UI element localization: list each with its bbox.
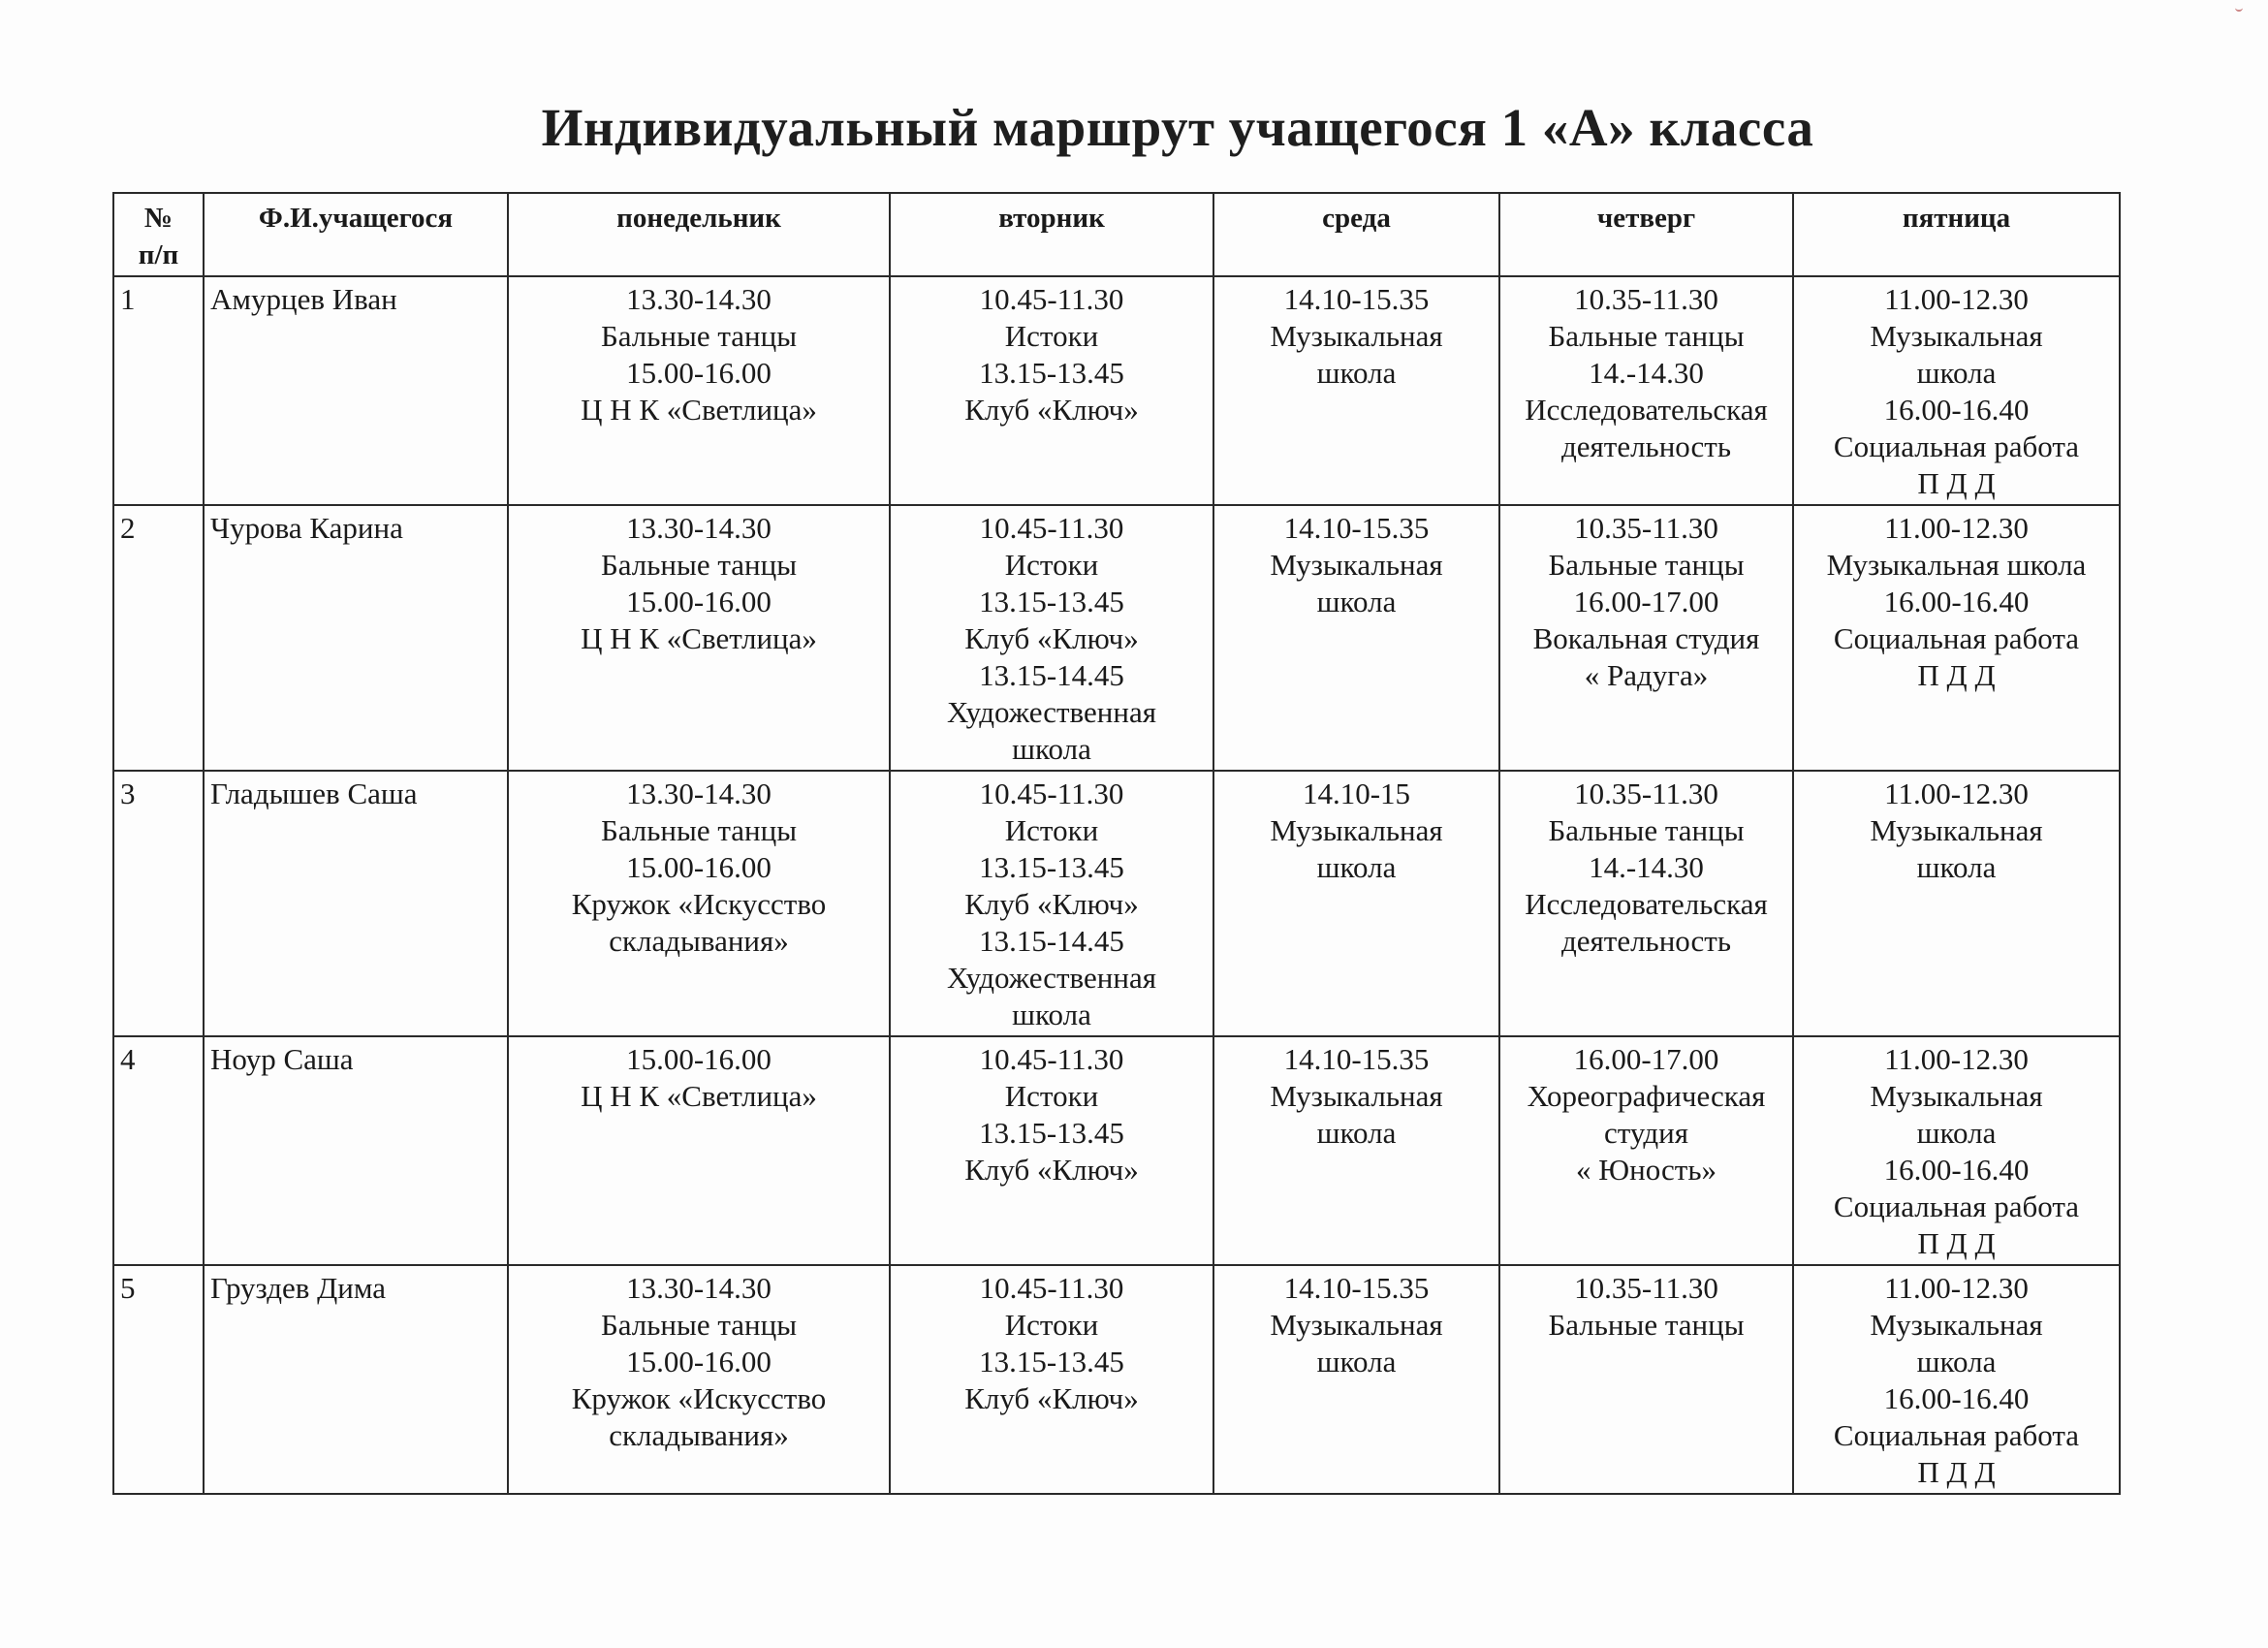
schedule-cell-monday (508, 1265, 890, 1494)
schedule-line: Музыкальная (1270, 1308, 1443, 1342)
row-number: 4 (113, 1036, 204, 1265)
schedule-line: Социальная работа (1833, 429, 2080, 463)
schedule-line: 16.00-16.40 (1883, 393, 2030, 427)
schedule-line: деятельность (1560, 924, 1731, 958)
schedule-line: « Юность» (1576, 1153, 1717, 1187)
header-thursday: четверг (1499, 193, 1793, 276)
schedule-line: Бальные танцы (1548, 548, 1745, 582)
header-num (113, 193, 204, 276)
student-name: Чурова Карина (204, 505, 508, 771)
schedule-line: Клуб «Ключ» (964, 1381, 1139, 1415)
schedule-cell-wednesday (1213, 1265, 1499, 1494)
schedule-cell-monday (508, 1036, 890, 1265)
schedule-line: 11.00-12.30 (1884, 1042, 2029, 1076)
schedule-line: Клуб «Ключ» (964, 393, 1139, 427)
schedule-line: Музыкальная (1870, 813, 2043, 847)
schedule-cell-wednesday (1213, 1036, 1499, 1265)
row-number: 2 (113, 505, 204, 771)
schedule-line: школа (1916, 1116, 1997, 1150)
schedule-line: школа (1916, 850, 1997, 884)
schedule-line: 15.00-16.00 (626, 1345, 772, 1379)
schedule-line: 13.15-13.45 (979, 356, 1124, 390)
schedule-line: Бальные танцы (1548, 1308, 1745, 1342)
schedule-line: складывания» (609, 924, 789, 958)
schedule-line: 14.10-15.35 (1283, 1042, 1430, 1076)
schedule-line: Социальная работа (1833, 1189, 2080, 1223)
schedule-line: 13.15-14.45 (979, 924, 1124, 958)
schedule-line: 10.35-11.30 (1574, 511, 1718, 545)
schedule-line: Бальные танцы (1548, 813, 1745, 847)
schedule-line: 10.35-11.30 (1574, 776, 1718, 810)
page-title: Индивидуальный маршрут учащегося 1 «А» класса (541, 98, 1814, 157)
schedule-line: 13.30-14.30 (626, 511, 772, 545)
schedule-line: Бальные танцы (600, 319, 798, 353)
schedule-line: школа (1316, 850, 1397, 884)
schedule-line: 15.00-16.00 (626, 356, 772, 390)
schedule-line: 13.15-13.45 (979, 850, 1124, 884)
schedule-line: Бальные танцы (1548, 319, 1745, 353)
schedule-line: школа (1316, 585, 1397, 618)
student-name: Ноур Саша (204, 1036, 508, 1265)
schedule-line: складывания» (609, 1418, 789, 1452)
schedule-line: 13.30-14.30 (626, 1271, 772, 1305)
schedule-cell-tuesday (890, 771, 1213, 1036)
schedule-line: 14.-14.30 (1589, 356, 1704, 390)
schedule-line: 16.00-17.00 (1573, 1042, 1719, 1076)
schedule-cell-thursday (1499, 505, 1793, 771)
schedule-line: Истоки (1004, 548, 1099, 582)
schedule-line: Бальные танцы (600, 548, 798, 582)
schedule-line: Ц Н К «Светлица» (581, 1079, 817, 1113)
schedule-line: Бальные танцы (600, 1308, 798, 1342)
table-row (113, 771, 2120, 1036)
schedule-line: 10.45-11.30 (979, 282, 1124, 316)
schedule-line: деятельность (1560, 429, 1731, 463)
schedule-line: Исследовательская (1525, 393, 1768, 427)
schedule-line: Ц Н К «Светлица» (581, 393, 817, 427)
schedule-line: П Д Д (1917, 1226, 1996, 1260)
schedule-cell-friday (1793, 276, 2120, 505)
schedule-line: 15.00-16.00 (626, 850, 772, 884)
schedule-cell-friday (1793, 1265, 2120, 1494)
schedule-line: Истоки (1004, 1308, 1099, 1342)
header-tuesday: вторник (890, 193, 1213, 276)
schedule-line: Художественная (947, 961, 1156, 995)
schedule-line: Хореографическая (1527, 1079, 1766, 1113)
header-monday: понедельник (508, 193, 890, 276)
schedule-line: студия (1603, 1116, 1689, 1150)
schedule-cell-wednesday (1213, 505, 1499, 771)
schedule-line: Клуб «Ключ» (964, 621, 1139, 655)
schedule-line: 10.35-11.30 (1574, 282, 1718, 316)
schedule-line: Истоки (1004, 813, 1099, 847)
schedule-line: Музыкальная (1270, 548, 1443, 582)
schedule-line: 14.10-15.35 (1283, 511, 1430, 545)
schedule-line: школа (1316, 356, 1397, 390)
schedule-line: 10.45-11.30 (979, 1271, 1124, 1305)
schedule-cell-thursday (1499, 1265, 1793, 1494)
schedule-line: 10.45-11.30 (979, 776, 1124, 810)
schedule-cell-friday (1793, 505, 2120, 771)
schedule-line: Музыкальная (1870, 319, 2043, 353)
schedule-line: 14.10-15 (1302, 776, 1411, 810)
schedule-line: « Радуга» (1584, 658, 1709, 692)
schedule-line: Истоки (1004, 1079, 1099, 1113)
schedule-line: 11.00-12.30 (1884, 511, 2029, 545)
schedule-line: Музыкальная (1870, 1079, 2043, 1113)
row-number: 3 (113, 771, 204, 1036)
table-body (113, 276, 2120, 1494)
schedule-line: Социальная работа (1833, 1418, 2080, 1452)
schedule-line: Клуб «Ключ» (964, 1153, 1139, 1187)
schedule-line: школа (1012, 998, 1091, 1031)
schedule-line: 13.30-14.30 (626, 282, 772, 316)
schedule-line: 13.15-13.45 (979, 585, 1124, 618)
schedule-line: Музыкальная школа (1826, 548, 2087, 582)
schedule-cell-monday (508, 505, 890, 771)
schedule-line: П Д Д (1917, 1455, 1996, 1489)
schedule-line: школа (1316, 1345, 1397, 1379)
schedule-line: Исследовательская (1525, 887, 1768, 921)
schedule-line: 10.45-11.30 (979, 511, 1124, 545)
table-row (113, 1265, 2120, 1494)
header-row (113, 193, 2120, 276)
schedule-line: 15.00-16.00 (626, 1042, 772, 1076)
schedule-cell-friday (1793, 1036, 2120, 1265)
schedule-line: Художественная (947, 695, 1156, 729)
schedule-cell-tuesday (890, 1265, 1213, 1494)
header-num-line: п/п (138, 239, 179, 270)
student-name: Груздев Дима (204, 1265, 508, 1494)
schedule-cell-monday (508, 276, 890, 505)
schedule-line: школа (1916, 1345, 1997, 1379)
schedule-line: 14.-14.30 (1589, 850, 1704, 884)
header-num-line: № (143, 203, 173, 234)
schedule-line: Бальные танцы (600, 813, 798, 847)
row-number: 5 (113, 1265, 204, 1494)
schedule-line: 16.00-16.40 (1883, 585, 2030, 618)
schedule-cell-tuesday (890, 276, 1213, 505)
schedule-cell-thursday (1499, 276, 1793, 505)
schedule-line: 13.15-13.45 (979, 1116, 1124, 1150)
schedule-cell-monday (508, 771, 890, 1036)
header-friday: пятница (1793, 193, 2120, 276)
schedule-line: 15.00-16.00 (626, 585, 772, 618)
schedule-line: Музыкальная (1270, 319, 1443, 353)
schedule-line: Кружок «Искусство (571, 887, 827, 921)
schedule-line: Музыкальная (1870, 1308, 2043, 1342)
schedule-line: Кружок «Искусство (571, 1381, 827, 1415)
schedule-line: 11.00-12.30 (1884, 1271, 2029, 1305)
schedule-line: школа (1012, 732, 1091, 766)
schedule-line: 11.00-12.30 (1884, 282, 2029, 316)
schedule-line: 10.45-11.30 (979, 1042, 1124, 1076)
schedule-line: школа (1316, 1116, 1397, 1150)
schedule-cell-wednesday (1213, 771, 1499, 1036)
schedule-line: П Д Д (1917, 466, 1996, 500)
schedule-cell-thursday (1499, 1036, 1793, 1265)
schedule-cell-thursday (1499, 771, 1793, 1036)
schedule-line: 11.00-12.30 (1884, 776, 2029, 810)
schedule-line: Клуб «Ключ» (964, 887, 1139, 921)
table-row (113, 505, 2120, 771)
schedule-line: Музыкальная (1270, 1079, 1443, 1113)
schedule-line: 10.35-11.30 (1574, 1271, 1718, 1305)
schedule-line: П Д Д (1917, 658, 1996, 692)
schedule-line: Ц Н К «Светлица» (581, 621, 817, 655)
schedule-line: 13.30-14.30 (626, 776, 772, 810)
table-row (113, 276, 2120, 505)
schedule-line: Вокальная студия (1532, 621, 1760, 655)
header-name: Ф.И.учащегося (204, 193, 508, 276)
schedule-line: Истоки (1004, 319, 1099, 353)
schedule-line: 13.15-13.45 (979, 1345, 1124, 1379)
schedule-cell-tuesday (890, 1036, 1213, 1265)
schedule-line: 16.00-17.00 (1573, 585, 1719, 618)
schedule-line: Музыкальная (1270, 813, 1443, 847)
schedule-cell-friday (1793, 771, 2120, 1036)
student-name: Амурцев Иван (204, 276, 508, 505)
schedule-line: 16.00-16.40 (1883, 1153, 2030, 1187)
schedule-line: 13.15-14.45 (979, 658, 1124, 692)
table-row (113, 1036, 2120, 1265)
student-name: Гладышев Саша (204, 771, 508, 1036)
row-number: 1 (113, 276, 204, 505)
header-wednesday: среда (1213, 193, 1499, 276)
schedule-line: 14.10-15.35 (1283, 1271, 1430, 1305)
schedule-cell-wednesday (1213, 276, 1499, 505)
schedule-line: 16.00-16.40 (1883, 1381, 2030, 1415)
schedule-table (112, 192, 2121, 1495)
schedule-line: Социальная работа (1833, 621, 2080, 655)
schedule-line: 14.10-15.35 (1283, 282, 1430, 316)
corner-mark (2235, 0, 2243, 12)
schedule-line: школа (1916, 356, 1997, 390)
schedule-cell-tuesday (890, 505, 1213, 771)
